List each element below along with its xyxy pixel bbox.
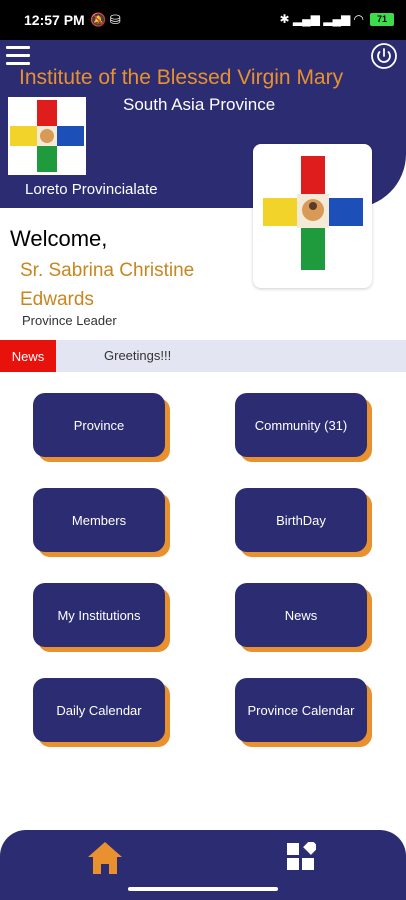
daily-calendar-button[interactable]: Daily Calendar bbox=[33, 678, 165, 742]
loreto-logo-card bbox=[253, 144, 372, 288]
birthday-button[interactable]: BirthDay bbox=[235, 488, 367, 552]
home-icon[interactable] bbox=[86, 840, 124, 876]
news-ticker-text: Greetings!!! bbox=[104, 348, 172, 363]
apps-grid-icon[interactable] bbox=[286, 842, 316, 872]
menu-icon[interactable] bbox=[6, 46, 30, 66]
news-button[interactable]: News bbox=[235, 583, 367, 647]
member-role: Province Leader bbox=[22, 313, 117, 328]
news-tag: News bbox=[0, 340, 56, 372]
province-button[interactable]: Province bbox=[33, 393, 165, 457]
status-notification-icons: 🔕 ⛁ bbox=[90, 12, 121, 27]
status-time: 12:57 PM bbox=[24, 12, 85, 28]
status-system-icons bbox=[280, 12, 394, 26]
bottom-navigation bbox=[0, 830, 406, 900]
signal-wifi-icons: ✱ ▂▄▆ ▂▄▆ ◠ bbox=[279, 12, 364, 26]
members-button[interactable]: Members bbox=[33, 488, 165, 552]
province-subtitle: South Asia Province bbox=[123, 95, 276, 114]
member-name: Sr. Sabrina Christine Edwards bbox=[20, 260, 195, 310]
gesture-handle bbox=[128, 887, 278, 891]
provincialate-label: Loreto Provincialate bbox=[25, 181, 158, 198]
power-icon[interactable] bbox=[370, 42, 398, 70]
welcome-heading: Welcome, bbox=[10, 226, 108, 251]
community-button[interactable]: Community (31) bbox=[235, 393, 367, 457]
status-bar bbox=[0, 0, 406, 40]
my-institutions-button[interactable]: My Institutions bbox=[33, 583, 165, 647]
province-calendar-button[interactable]: Province Calendar bbox=[235, 678, 367, 742]
news-ticker[interactable] bbox=[0, 340, 406, 372]
loreto-logo-small bbox=[8, 97, 86, 175]
institute-title: Institute of the Blessed Virgin Mary bbox=[19, 66, 344, 89]
battery-icon: 71 bbox=[370, 13, 394, 26]
